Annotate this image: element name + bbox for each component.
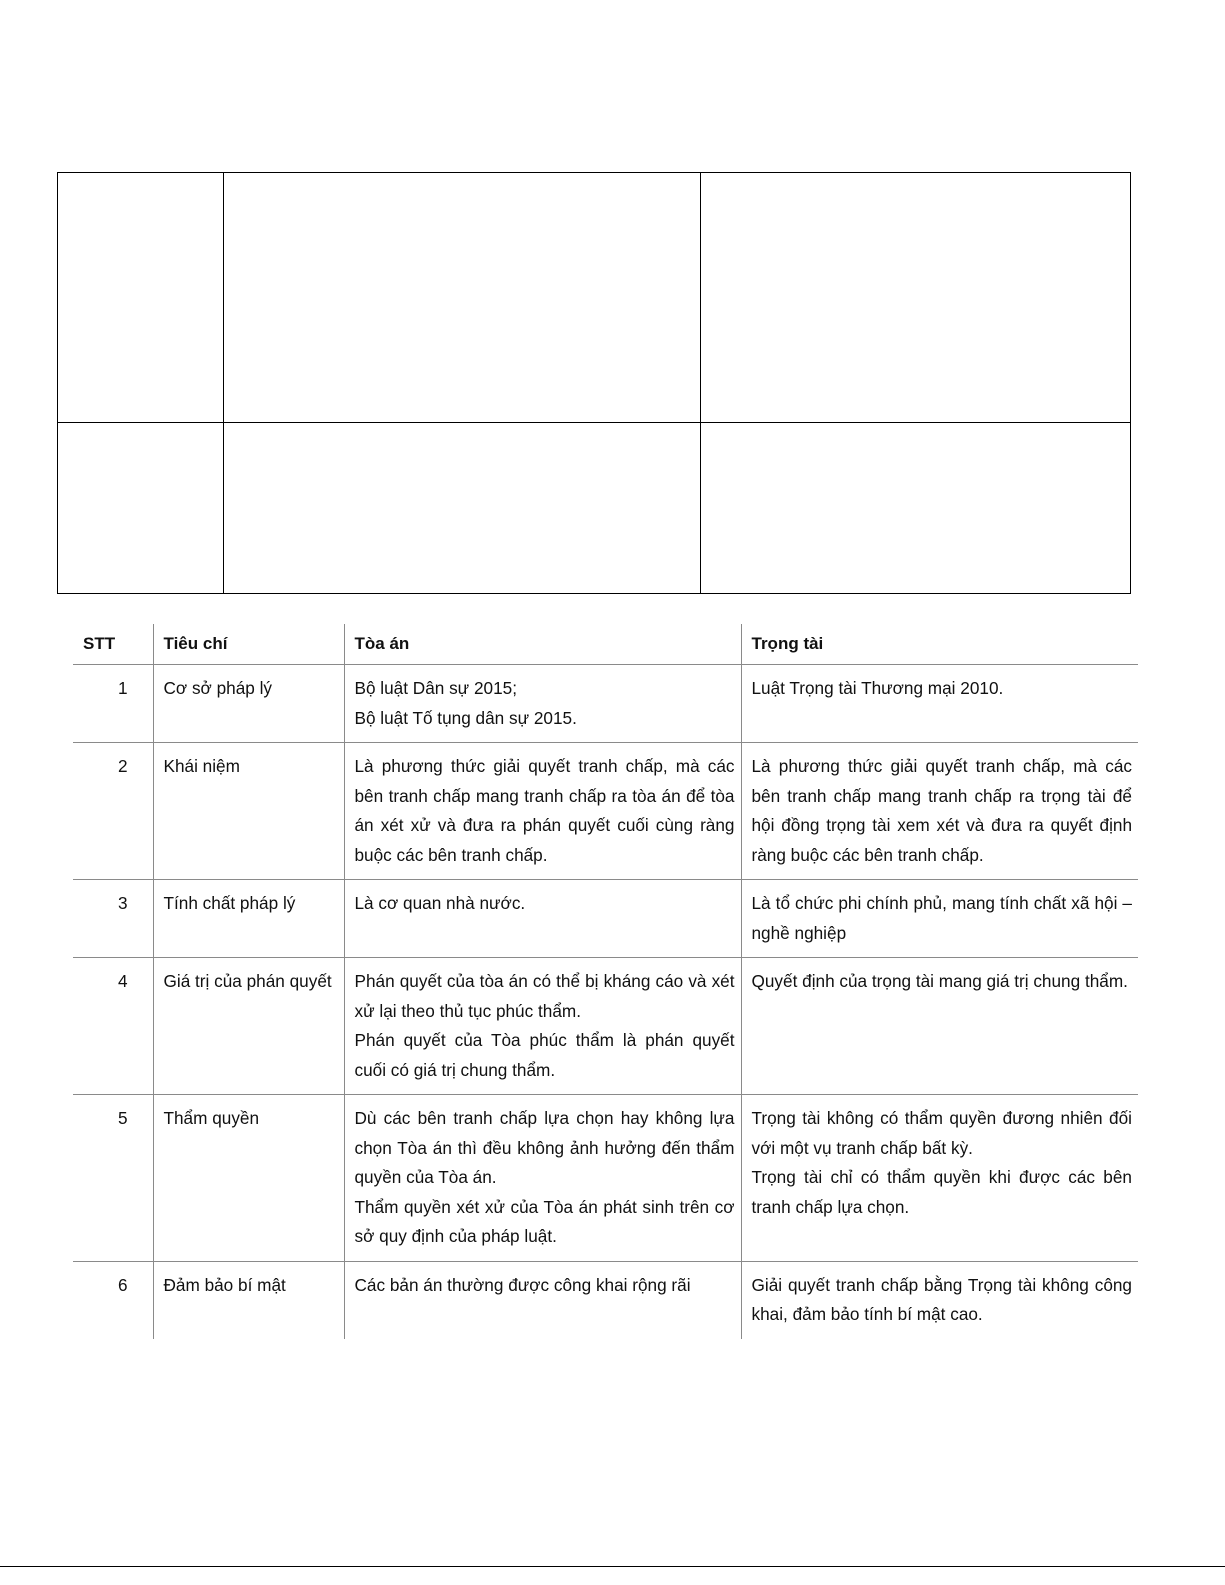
grid-divider-vertical: [223, 173, 224, 593]
court-text: Dù các bên tranh chấp lựa chọn hay không lựa chọn Tòa án thì đều không ảnh hưởng đến thẩm quyền của Tòa án.: [354, 1108, 735, 1187]
arbitration-text: Giải quyết tranh chấp bằng Trọng tài không công khai, đảm bảo tính bí mật cao.: [751, 1274, 1132, 1324]
court-cell: [344, 1095, 741, 1262]
arbitration-cell: [741, 958, 1138, 1095]
arbitration-text: Trọng tài không có thẩm quyền đương nhiên đối với một vụ tranh chấp bất kỳ.: [751, 1108, 1132, 1158]
header-arbitration: Trọng tài: [741, 624, 1138, 665]
arbitration-cell: [741, 743, 1138, 880]
arbitration-text: Luật Trọng tài Thương mại 2010.: [751, 678, 1004, 698]
row-number: 5: [73, 1095, 153, 1262]
page-bottom-rule: [0, 1566, 1225, 1567]
table-row: [73, 880, 1138, 958]
table-row: [73, 743, 1138, 880]
row-number: 4: [73, 958, 153, 1095]
court-cell: [344, 1261, 741, 1339]
arbitration-text: Trọng tài chỉ có thẩm quyền khi được các bên tranh chấp lựa chọn.: [751, 1167, 1132, 1217]
row-number: 2: [73, 743, 153, 880]
row-number: 3: [73, 880, 153, 958]
court-text: Bộ luật Tố tụng dân sự 2015.: [354, 707, 577, 728]
criterion-cell: Đảm bảo bí mật: [153, 1261, 344, 1339]
table-row: [73, 1095, 1138, 1262]
arbitration-text: Là tổ chức phi chính phủ, mang tính chất xã hội – nghề nghiệp: [751, 893, 1132, 943]
court-cell: [344, 743, 741, 880]
criterion-cell: Thẩm quyền: [153, 1095, 344, 1262]
header-criterion: Tiêu chí: [153, 624, 344, 665]
court-text: Là phương thức giải quyết tranh chấp, mà các bên tranh chấp mang tranh chấp ra tòa án để tòa án xét xử và đưa ra phán quyết cuối cùng ràng buộc các bên tranh chấp.: [354, 756, 735, 865]
court-text: Các bản án thường được công khai rộng rãi: [354, 1274, 691, 1295]
court-text: Phán quyết của Tòa phúc thẩm là phán quyết cuối có giá trị chung thẩm.: [354, 1030, 735, 1080]
court-cell: [344, 880, 741, 958]
grid-divider-vertical: [700, 173, 701, 593]
row-number: 6: [117, 1274, 128, 1295]
row-number: 1: [73, 665, 153, 743]
arbitration-cell: [741, 880, 1138, 958]
arbitration-cell: [741, 1095, 1138, 1262]
comparison-table: [73, 624, 1138, 1339]
criterion-cell: Giá trị của phán quyết: [153, 958, 344, 1095]
arbitration-text: Là phương thức giải quyết tranh chấp, mà các bên tranh chấp mang tranh chấp ra trọng tài để hội đồng trọng tài xem xét và đưa ra quyết định ràng buộc các bên tranh chấp.: [751, 756, 1132, 865]
court-text: Thẩm quyền xét xử của Tòa án phát sinh trên cơ sở quy định của pháp luật.: [354, 1196, 735, 1246]
criterion-cell: Tính chất pháp lý: [153, 880, 344, 958]
header-court: Tòa án: [344, 624, 741, 665]
header-stt: STT: [73, 624, 153, 665]
table-header-row: [73, 624, 1138, 665]
criterion-cell: Cơ sở pháp lý: [153, 665, 344, 743]
arbitration-text: Quyết định của trọng tài mang giá trị chung thẩm.: [751, 971, 1128, 991]
court-cell: [344, 958, 741, 1095]
table-row: [73, 958, 1138, 1095]
empty-bordered-table: [57, 172, 1131, 594]
grid-divider-horizontal: [58, 422, 1130, 423]
court-text: Bộ luật Dân sự 2015;: [354, 678, 517, 698]
table-row: [73, 665, 1138, 743]
court-cell: [344, 665, 741, 743]
arbitration-cell: [741, 1261, 1138, 1339]
court-text: Phán quyết của tòa án có thể bị kháng cáo và xét xử lại theo thủ tục phúc thẩm.: [354, 971, 735, 1021]
table-row: [73, 1261, 1138, 1339]
criterion-cell: Khái niệm: [153, 743, 344, 880]
arbitration-cell: [741, 665, 1138, 743]
court-text: Là cơ quan nhà nước.: [354, 893, 526, 913]
